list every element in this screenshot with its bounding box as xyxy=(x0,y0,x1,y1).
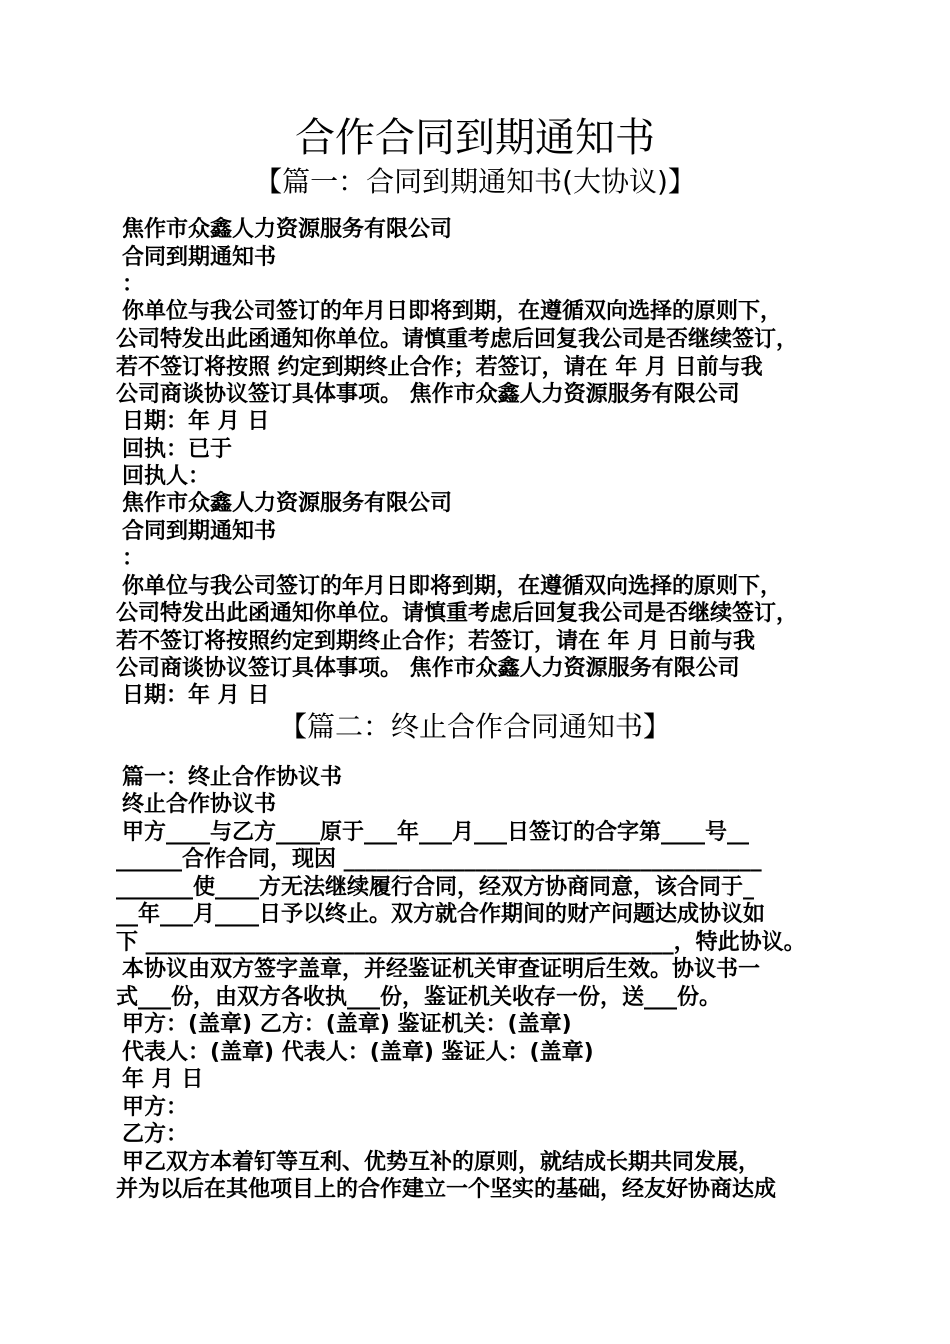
text-line: _______使____方无法继续履行合同，经双方协商同意，该合同于_ xyxy=(116,875,755,900)
text-line: 代表人：(盖章) 代表人：(盖章) 鉴证人：(盖章) xyxy=(122,1040,594,1065)
text-line: 公司特发出此函通知你单位。请慎重考虑后回复我公司是否继续签订， xyxy=(116,601,799,626)
text-line: 式___份，由双方各收执___份，鉴证机关收存一份，送___份。 xyxy=(116,985,722,1010)
text-line: 终止合作协议书 xyxy=(122,792,277,817)
text-line: 乙方： xyxy=(122,1122,189,1147)
text-line: 公司特发出此函通知你单位。请慎重考虑后回复我公司是否继续签订， xyxy=(116,327,799,352)
text-line: ： xyxy=(122,546,145,571)
text-line: 回执人： xyxy=(122,464,211,489)
text-line: 你单位与我公司签订的年月日即将到期，在遵循双向选择的原则下， xyxy=(122,574,783,599)
text-line: 焦作市众鑫人力资源服务有限公司 xyxy=(122,217,453,242)
text-line: __年___月____日予以终止。双方就合作期间的财产问题达成协议如 xyxy=(116,902,766,927)
text-line: 并为以后在其他项目上的合作建立一个坚实的基础，经友好协商达成 xyxy=(116,1177,777,1202)
text-line: 若不签订将按照约定到期终止合作；若签订，请在 年 月 日前与我 xyxy=(116,629,755,654)
text-line: 合同到期通知书 xyxy=(122,245,277,270)
text-line: 回执：已于 xyxy=(122,437,233,462)
section2-heading: 【篇二：终止合作合同通知书】 xyxy=(278,710,671,743)
text-line: 本协议由双方签字盖章，并经鉴证机关审查证明后生效。协议书一 xyxy=(122,957,761,982)
text-line: 甲方____与乙方____原于___年___月___日签订的合字第____号__ xyxy=(122,820,750,845)
text-line: 甲方： xyxy=(122,1095,189,1120)
text-line: 年 月 日 xyxy=(122,1067,204,1092)
text-line: 甲方：(盖章) 乙方：(盖章) 鉴证机关：(盖章) xyxy=(122,1012,572,1037)
text-line: 合同到期通知书 xyxy=(122,519,277,544)
section1-heading: 【篇一：合同到期通知书(大协议)】 xyxy=(254,165,696,198)
text-line: 日期：年 月 日 xyxy=(122,409,270,434)
document-title: 合作合同到期通知书 xyxy=(295,115,655,161)
text-line: 下 ________________________________________________，特此协议。 xyxy=(116,930,806,955)
text-line: 日期：年 月 日 xyxy=(122,683,270,708)
text-line: 公司商谈协议签订具体事项。 焦作市众鑫人力资源服务有限公司 xyxy=(116,382,740,407)
text-line: ： xyxy=(122,272,145,297)
text-line: 焦作市众鑫人力资源服务有限公司 xyxy=(122,491,453,516)
text-line: 甲乙双方本着钉等互利、优势互补的原则，就结成长期共同发展， xyxy=(122,1150,761,1175)
text-line: 公司商谈协议签订具体事项。 焦作市众鑫人力资源服务有限公司 xyxy=(116,656,740,681)
text-line: 你单位与我公司签订的年月日即将到期，在遵循双向选择的原则下， xyxy=(122,299,783,324)
text-line: 若不签订将按照 约定到期终止合作；若签订，请在 年 月 日前与我 xyxy=(116,355,763,380)
text-line: 篇一：终止合作协议书 xyxy=(122,765,343,790)
text-line: ______合作合同，现因 ______________________________________ xyxy=(116,847,762,872)
